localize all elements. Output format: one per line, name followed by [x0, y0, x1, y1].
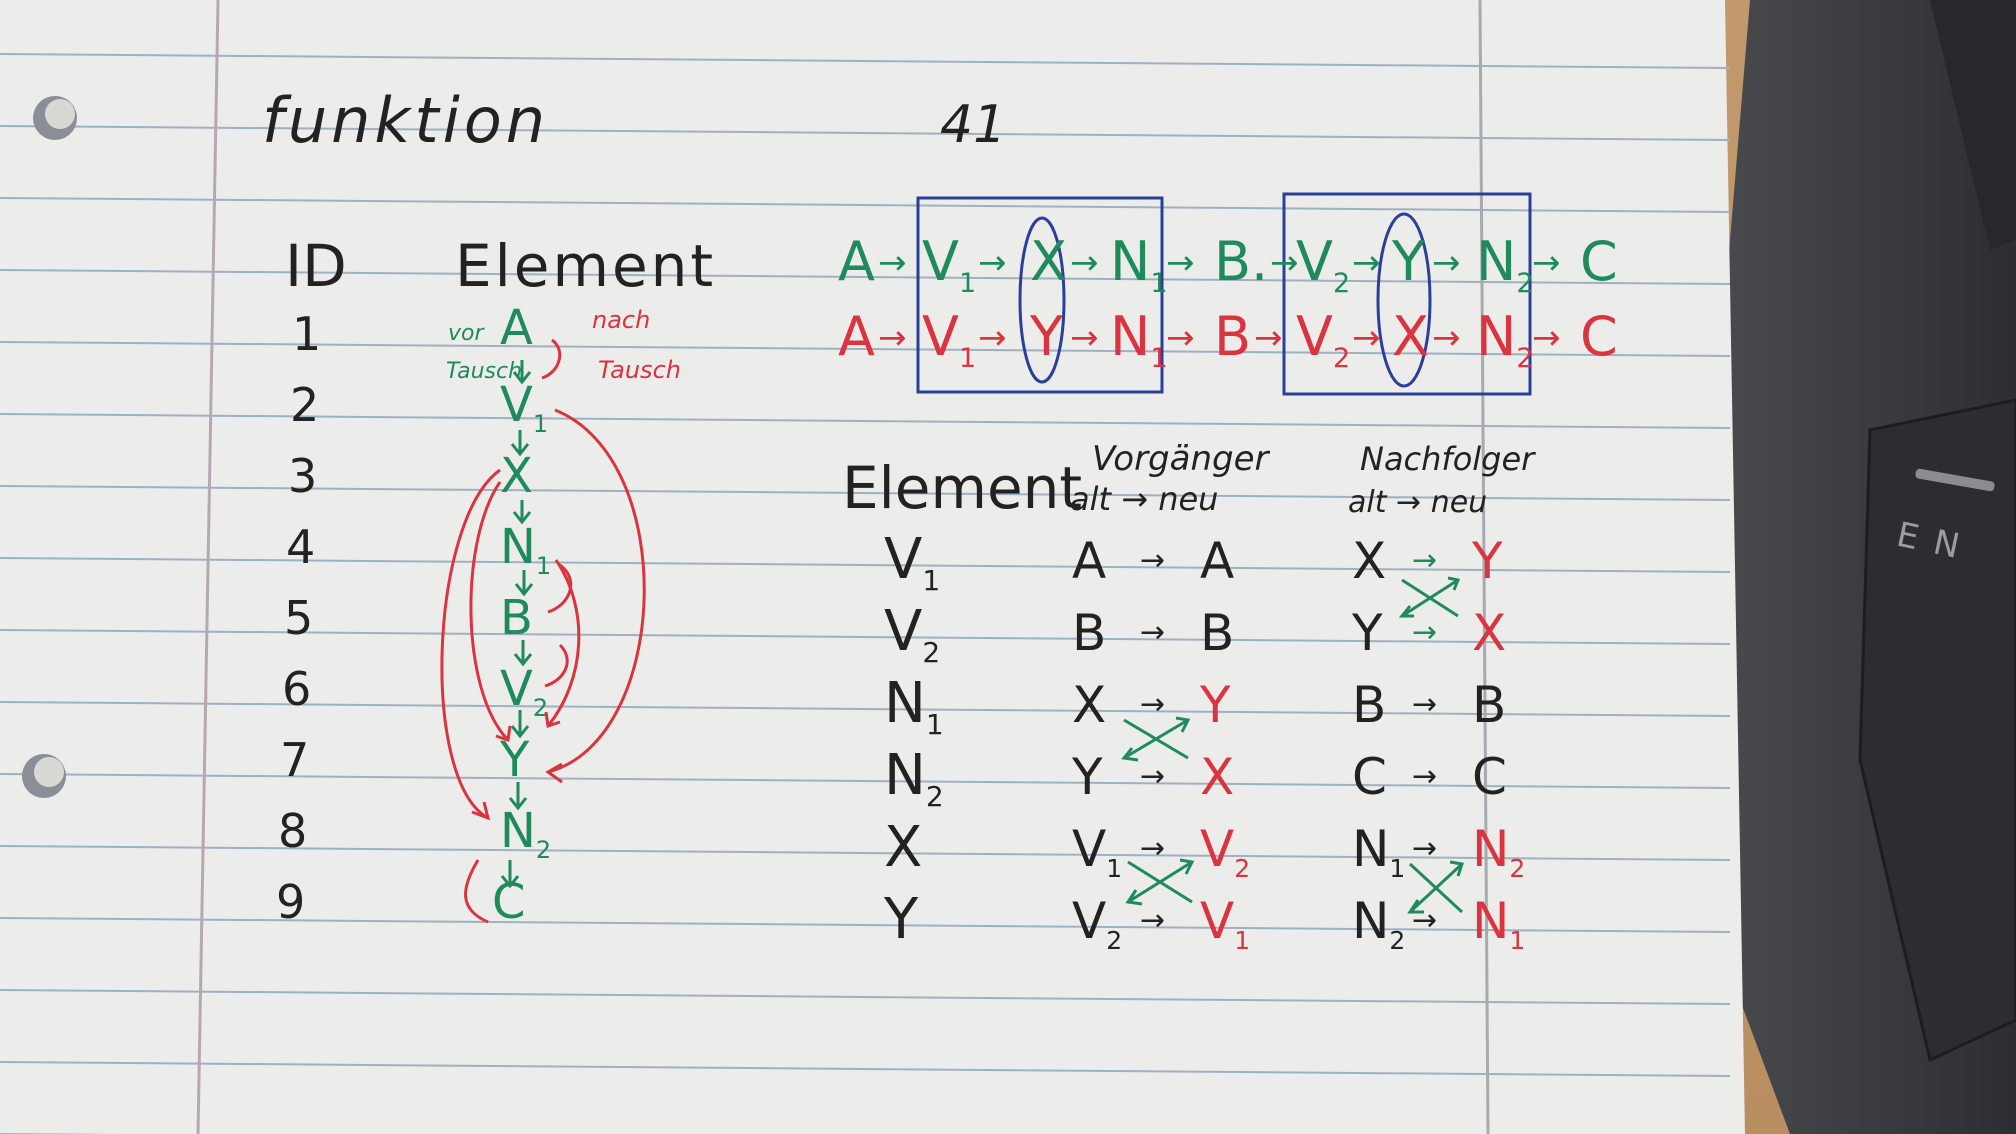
chain-arrow: →	[1352, 243, 1381, 283]
chain-before	[838, 230, 1618, 299]
rt-element-cell: $N_1$	[884, 671, 944, 741]
rt-vorg-neu: $V_1$	[1200, 892, 1251, 955]
rt-nach-alt: $N_2$	[1352, 892, 1406, 955]
rt-vorg-neu: X	[1200, 748, 1235, 806]
chain-arrow: →	[1254, 318, 1283, 358]
chain-node: C	[1580, 230, 1618, 293]
rt-arrow: →	[1140, 759, 1166, 794]
chain-node: $N_2$	[1476, 305, 1534, 374]
chain-node: $N_1$	[1110, 230, 1168, 299]
rt-header-vorgaenger-sub: alt → neu	[1070, 480, 1219, 518]
id-cell: 8	[278, 804, 308, 858]
chain-node: A	[838, 230, 875, 293]
chain-after	[838, 305, 1618, 374]
chain-node: $V_1$	[922, 230, 977, 299]
rt-element-cell: $N_2$	[884, 743, 944, 813]
element-cell: Y	[500, 732, 530, 788]
rt-arrow: →	[1412, 687, 1438, 722]
chain-node: $N_1$	[1110, 305, 1168, 374]
rt-element-cell: $V_1$	[884, 527, 941, 597]
note-tausch-nach: Tausch	[598, 356, 681, 384]
chain-node: X	[1392, 305, 1429, 368]
rt-nach-alt: Y	[1352, 604, 1383, 662]
rt-vorg-alt: Y	[1072, 748, 1103, 806]
chain-arrow: →	[1432, 243, 1461, 283]
element-cell: $V_2$	[500, 661, 549, 722]
element-cell: B	[500, 590, 533, 646]
chain-arrow: →	[878, 318, 907, 358]
rt-element-cell: X	[884, 815, 923, 880]
rt-vorg-alt: $V_2$	[1072, 892, 1123, 955]
element-cell: $N_2$	[500, 803, 552, 864]
page-heading: funktion	[262, 84, 550, 157]
header-element: Element	[455, 232, 717, 300]
element-cell: X	[500, 448, 533, 504]
chain-arrow: →	[1166, 318, 1195, 358]
chain-arrow: →	[1070, 243, 1099, 283]
chain-arrow: →	[1166, 243, 1195, 283]
id-cell: 1	[292, 307, 322, 361]
id-cell: 6	[282, 662, 312, 716]
id-cell: 9	[276, 875, 306, 929]
rt-arrow: →	[1412, 615, 1438, 650]
rt-vorg-alt: X	[1072, 676, 1107, 734]
chain-node: X	[1030, 230, 1067, 293]
rt-header-nachfolger-sub: alt → neu	[1348, 485, 1488, 520]
chain-node: $V_1$	[922, 305, 977, 374]
laptop	[1700, 0, 2016, 1134]
chain-arrow: →	[1532, 243, 1561, 283]
rt-element-cell: Y	[884, 887, 919, 952]
rt-vorg-alt: B	[1072, 604, 1107, 662]
chain-node: A	[838, 305, 875, 368]
rt-nach-alt: C	[1352, 748, 1387, 806]
header-id: ID	[285, 232, 347, 300]
rt-vorg-neu: B	[1200, 604, 1235, 662]
rt-vorg-alt: A	[1072, 532, 1107, 590]
chain-arrow: →	[978, 243, 1007, 283]
rt-arrow: →	[1140, 615, 1166, 650]
rt-arrow: →	[1412, 759, 1438, 794]
chain-arrow: →	[1532, 318, 1561, 358]
id-cell: 3	[288, 449, 318, 503]
note-vor: vor	[448, 321, 484, 346]
rt-arrow: →	[1140, 903, 1166, 938]
rt-nach-alt: $N_1$	[1352, 820, 1406, 883]
rt-header-nachfolger: Nachfolger	[1360, 440, 1535, 478]
rt-arrow: →	[1140, 687, 1166, 722]
rt-vorg-neu: $V_2$	[1200, 820, 1251, 883]
rt-arrow: →	[1412, 903, 1438, 938]
id-cell: 5	[284, 591, 314, 645]
rt-element-cell: $V_2$	[884, 599, 941, 669]
chain-node: Y	[1392, 230, 1425, 293]
id-cell: 7	[280, 733, 310, 787]
chain-arrow: →	[1432, 318, 1461, 358]
element-cell: A	[500, 300, 533, 356]
laptop-key-label: EN	[1893, 514, 1979, 571]
chain-arrow: →	[878, 243, 907, 283]
rt-nach-neu: $N_1$	[1472, 892, 1526, 955]
chain-arrow: →	[1270, 243, 1299, 283]
chain-arrow: →	[978, 318, 1007, 358]
chain-node: B	[1214, 305, 1252, 368]
chain-node: C	[1580, 305, 1618, 368]
rt-vorg-neu: A	[1200, 532, 1235, 590]
rt-nach-neu: B	[1472, 676, 1507, 734]
element-cell: C	[492, 874, 526, 930]
note-nach: nach	[592, 306, 651, 334]
rt-vorg-alt: $V_1$	[1072, 820, 1123, 883]
note-tausch-vor: Tausch	[446, 359, 523, 384]
rt-arrow: →	[1140, 831, 1166, 866]
rt-nach-neu: Y	[1472, 532, 1503, 590]
chain-node: B.	[1214, 230, 1269, 293]
element-cell: $N_1$	[500, 519, 552, 580]
rt-header-element: Element	[842, 454, 1083, 522]
rt-nach-alt: B	[1352, 676, 1387, 734]
rt-nach-neu: $N_2$	[1472, 820, 1526, 883]
rt-nach-neu: C	[1472, 748, 1507, 806]
chain-arrow: →	[1070, 318, 1099, 358]
chain-node: $N_2$	[1476, 230, 1534, 299]
chain-arrow: →	[1352, 318, 1381, 358]
element-cell: $V_1$	[500, 377, 549, 438]
chain-node: Y	[1030, 305, 1063, 368]
rt-arrow: →	[1412, 543, 1438, 578]
rt-arrow: →	[1140, 543, 1166, 578]
rt-arrow: →	[1412, 831, 1438, 866]
id-cell: 2	[290, 378, 320, 432]
rt-nach-neu: X	[1472, 604, 1507, 662]
id-cell: 4	[286, 520, 316, 574]
page-number: 41	[940, 95, 1007, 155]
rt-nach-alt: X	[1352, 532, 1387, 590]
rt-vorg-neu: Y	[1200, 676, 1231, 734]
chain-node: $V_2$	[1296, 230, 1351, 299]
rt-header-vorgaenger: Vorgänger	[1092, 439, 1269, 479]
chain-node: $V_2$	[1296, 305, 1351, 374]
